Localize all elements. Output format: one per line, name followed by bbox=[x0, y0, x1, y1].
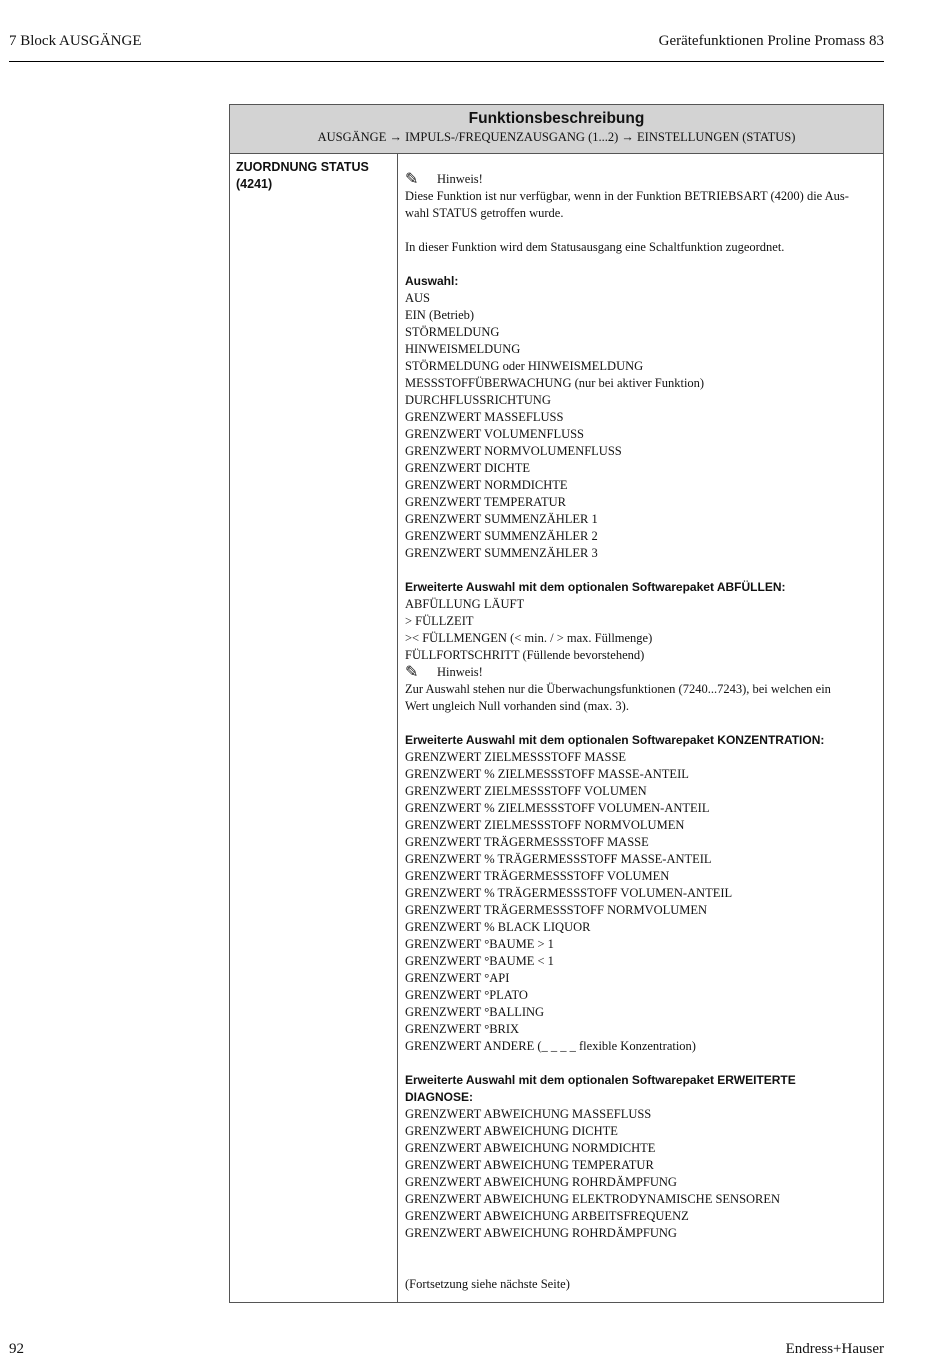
concentration-option: GRENZWERT °BALLING bbox=[405, 1005, 545, 1019]
table-header bbox=[230, 105, 883, 154]
page-number: 92 bbox=[9, 1341, 24, 1357]
function-description-cell bbox=[405, 171, 875, 1293]
selection-option: HINWEISMELDUNG bbox=[405, 342, 521, 356]
filling-option: >< FÜLLMENGEN (< min. / > max. Füllmenge) bbox=[405, 631, 653, 645]
concentration-option: GRENZWERT °BRIX bbox=[405, 1022, 520, 1036]
selection-option: GRENZWERT DICHTE bbox=[405, 461, 531, 475]
selection-option: GRENZWERT SUMMENZÄHLER 1 bbox=[405, 512, 598, 526]
function-code: (4241) bbox=[236, 177, 273, 191]
concentration-option: GRENZWERT % TRÄGERMESSSTOFF VOLUMEN-ANTEIL bbox=[405, 886, 733, 900]
concentration-heading: Erweiterte Auswahl mit dem optionalen Softwarepaket KONZENTRATION: bbox=[405, 733, 825, 747]
diagnosis-option: GRENZWERT ABWEICHUNG ROHRDÄMPFUNG bbox=[405, 1226, 677, 1240]
diagnosis-option: GRENZWERT ABWEICHUNG ROHRDÄMPFUNG bbox=[405, 1175, 677, 1189]
concentration-option: GRENZWERT °PLATO bbox=[405, 988, 528, 1002]
diagnosis-option: GRENZWERT ABWEICHUNG NORMDICHTE bbox=[405, 1141, 656, 1155]
concentration-option: GRENZWERT °BAUME > 1 bbox=[405, 937, 554, 951]
selection-option: MESSSTOFFÜBERWACHUNG (nur bei aktiver Funktion) bbox=[405, 376, 705, 390]
selection-options-list bbox=[405, 290, 875, 562]
header-divider bbox=[9, 61, 884, 62]
selection-option: EIN (Betrieb) bbox=[405, 308, 475, 322]
column-divider bbox=[397, 154, 398, 1302]
diagnosis-option: GRENZWERT ABWEICHUNG MASSEFLUSS bbox=[405, 1107, 652, 1121]
note-2-text-line-2: Wert ungleich Null vorhanden sind (max. 3). bbox=[405, 699, 629, 713]
concentration-option: GRENZWERT TRÄGERMESSSTOFF NORMVOLUMEN bbox=[405, 903, 708, 917]
selection-option: GRENZWERT TEMPERATUR bbox=[405, 495, 566, 509]
selection-option: AUS bbox=[405, 291, 431, 305]
selection-heading: Auswahl: bbox=[405, 274, 459, 288]
pencil-note-icon: ✎ bbox=[405, 664, 419, 681]
filling-heading: Erweiterte Auswahl mit dem optionalen Softwarepaket ABFÜLLEN: bbox=[405, 580, 786, 594]
selection-option: GRENZWERT SUMMENZÄHLER 3 bbox=[405, 546, 598, 560]
concentration-option: GRENZWERT % ZIELMESSSTOFF MASSE-ANTEIL bbox=[405, 767, 689, 781]
concentration-option: GRENZWERT % BLACK LIQUOR bbox=[405, 920, 591, 934]
pencil-note-icon: ✎ bbox=[405, 171, 419, 188]
function-name-cell bbox=[236, 159, 391, 193]
note-label: Hinweis! bbox=[437, 172, 483, 186]
filling-option: FÜLLFORTSCHRITT (Füllende bevorstehend) bbox=[405, 648, 645, 662]
continuation-note: (Fortsetzung siehe nächste Seite) bbox=[405, 1277, 570, 1291]
table-title: Funktionsbeschreibung bbox=[468, 110, 645, 127]
diagnosis-options-list bbox=[405, 1106, 875, 1242]
concentration-option: GRENZWERT ANDERE (_ _ _ _ flexible Konzentration) bbox=[405, 1039, 696, 1053]
concentration-options-list bbox=[405, 749, 875, 1055]
diagnosis-heading-line-2: DIAGNOSE: bbox=[405, 1090, 474, 1104]
note-2-text-line-1: Zur Auswahl stehen nur die Überwachungsfunktionen (7240...7243), bei welchen ein bbox=[405, 682, 831, 696]
filling-option: > FÜLLZEIT bbox=[405, 614, 474, 628]
function-name: ZUORDNUNG STATUS bbox=[236, 160, 369, 174]
concentration-option: GRENZWERT TRÄGERMESSSTOFF MASSE bbox=[405, 835, 649, 849]
note-1-text-line-1: Diese Funktion ist nur verfügbar, wenn in der Funktion BETRIEBSART (4200) die Aus- bbox=[405, 189, 849, 203]
concentration-option: GRENZWERT % ZIELMESSSTOFF VOLUMEN-ANTEIL bbox=[405, 801, 710, 815]
diagnosis-heading-line-1: Erweiterte Auswahl mit dem optionalen Softwarepaket ERWEITERTE bbox=[405, 1073, 796, 1087]
function-description-table bbox=[229, 104, 884, 1303]
selection-option: GRENZWERT MASSEFLUSS bbox=[405, 410, 564, 424]
intro-text: In dieser Funktion wird dem Statusausgang eine Schaltfunktion zugeordnet. bbox=[405, 240, 785, 254]
selection-option: STÖRMELDUNG oder HINWEISMELDUNG bbox=[405, 359, 644, 373]
filling-option: ABFÜLLUNG LÄUFT bbox=[405, 597, 525, 611]
diagnosis-option: GRENZWERT ABWEICHUNG ELEKTRODYNAMISCHE SENSOREN bbox=[405, 1192, 781, 1206]
diagnosis-option: GRENZWERT ABWEICHUNG ARBEITSFREQUENZ bbox=[405, 1209, 689, 1223]
note-2 bbox=[405, 664, 875, 681]
selection-option: GRENZWERT VOLUMENFLUSS bbox=[405, 427, 585, 441]
concentration-option: GRENZWERT ZIELMESSSTOFF MASSE bbox=[405, 750, 627, 764]
diagnosis-option: GRENZWERT ABWEICHUNG TEMPERATUR bbox=[405, 1158, 654, 1172]
note-1-text-line-2: wahl STATUS getroffen wurde. bbox=[405, 206, 564, 220]
concentration-option: GRENZWERT °BAUME < 1 bbox=[405, 954, 554, 968]
concentration-option: GRENZWERT ZIELMESSSTOFF VOLUMEN bbox=[405, 784, 647, 798]
running-header-chapter: 7 Block AUSGÄNGE bbox=[9, 33, 142, 49]
concentration-option: GRENZWERT °API bbox=[405, 971, 510, 985]
concentration-option: GRENZWERT % TRÄGERMESSSTOFF MASSE-ANTEIL bbox=[405, 852, 712, 866]
concentration-option: GRENZWERT TRÄGERMESSSTOFF VOLUMEN bbox=[405, 869, 670, 883]
filling-options-list bbox=[405, 596, 875, 664]
selection-option: DURCHFLUSSRICHTUNG bbox=[405, 393, 551, 407]
menu-path: AUSGÄNGE → IMPULS-/FREQUENZAUSGANG (1...2) → EINSTELLUNGEN (STATUS) bbox=[317, 130, 796, 144]
running-header-title: Gerätefunktionen Proline Promass 83 bbox=[658, 33, 884, 49]
diagnosis-option: GRENZWERT ABWEICHUNG DICHTE bbox=[405, 1124, 618, 1138]
brand-name: Endress+Hauser bbox=[785, 1341, 884, 1357]
selection-option: GRENZWERT SUMMENZÄHLER 2 bbox=[405, 529, 598, 543]
selection-option: GRENZWERT NORMDICHTE bbox=[405, 478, 568, 492]
selection-option: STÖRMELDUNG bbox=[405, 325, 500, 339]
note-label: Hinweis! bbox=[437, 665, 483, 679]
concentration-option: GRENZWERT ZIELMESSSTOFF NORMVOLUMEN bbox=[405, 818, 685, 832]
note-1 bbox=[405, 171, 875, 188]
selection-option: GRENZWERT NORMVOLUMENFLUSS bbox=[405, 444, 622, 458]
